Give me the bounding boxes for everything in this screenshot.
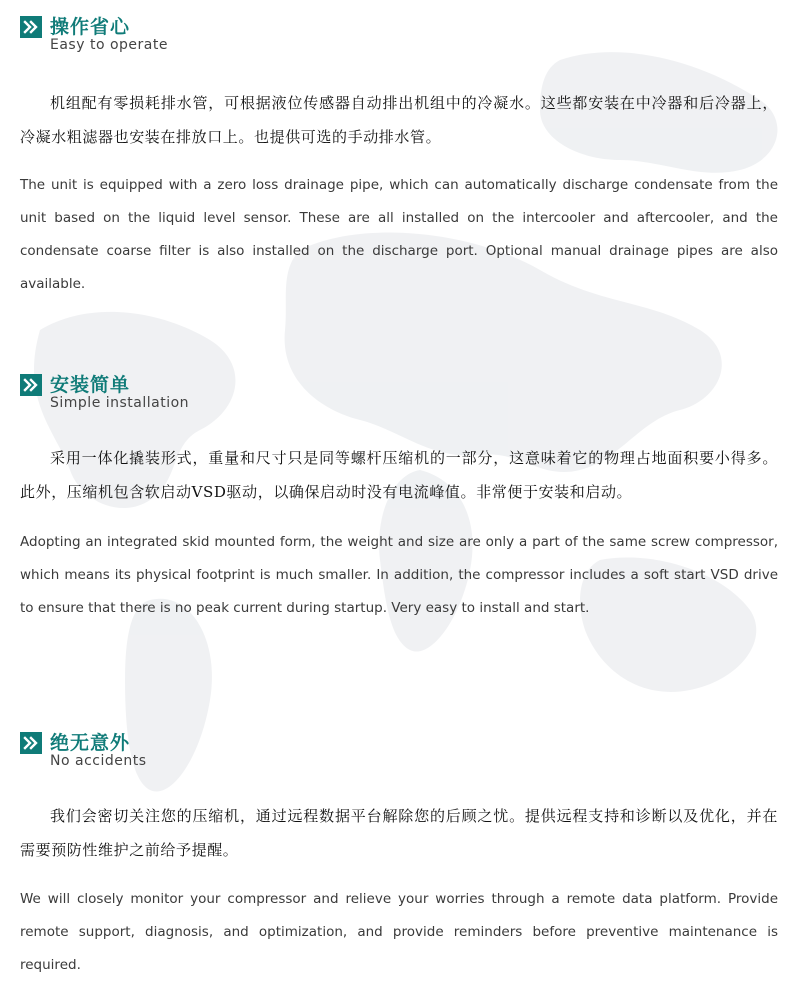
section-subtitle: Simple installation (50, 395, 190, 411)
section-english-paragraph: Adopting an integrated skid mounted form, the weight and size are only a part of the same screw compressor, which means its physical footprint is much smaller. In addition, the compressor includes a soft start VSD drive to ensure that there is no peak current during startup. Very easy to install and start. (20, 534, 778, 616)
section-chinese-paragraph: 机组配有零损耗排水管，可根据液位传感器自动排出机组中的冷凝水。这些都安装在中冷器和后冷器上，冷凝水粗滤器也安装在排放口上。也提供可选的手动排水管。 (20, 94, 778, 146)
section-english-paragraph: We will closely monitor your compressor and relieve your worries through a remote data platform. Provide remote support, diagnosis, and optimization, and provide reminders before preventive maintenance is required. (20, 891, 778, 973)
section-english-paragraph: The unit is equipped with a zero loss drainage pipe, which can automatically discharge condensate from the unit based on the liquid level sensor. These are all installed on the intercooler and aftercooler, and the condensate coarse filter is also installed on the discharge port. Optional manual drainage pipes are also available. (20, 177, 778, 292)
section-heading (20, 731, 130, 755)
section-chinese-paragraph: 我们会密切关注您的压缩机，通过远程数据平台解除您的后顾之忧。提供远程支持和诊断以及优化，并在需要预防性维护之前给予提醒。 (20, 807, 778, 859)
double-chevron-right-icon (20, 16, 42, 38)
double-chevron-right-icon (20, 374, 42, 396)
section-title: 绝无意外 (50, 732, 131, 754)
section-heading (20, 373, 130, 397)
section-heading (20, 15, 130, 39)
section-title: 安装简单 (50, 374, 131, 396)
section-title: 操作省心 (50, 16, 131, 38)
section-subtitle: No accidents (50, 753, 147, 769)
double-chevron-right-icon (20, 732, 42, 754)
section-subtitle: Easy to operate (50, 37, 168, 53)
section-chinese-paragraph: 采用一体化撬装形式，重量和尺寸只是同等螺杆压缩机的一部分，这意味着它的物理占地面积要小得多。此外，压缩机包含软启动VSD驱动，以确保启动时没有电流峰值。非常便于安装和启动。 (20, 449, 778, 501)
